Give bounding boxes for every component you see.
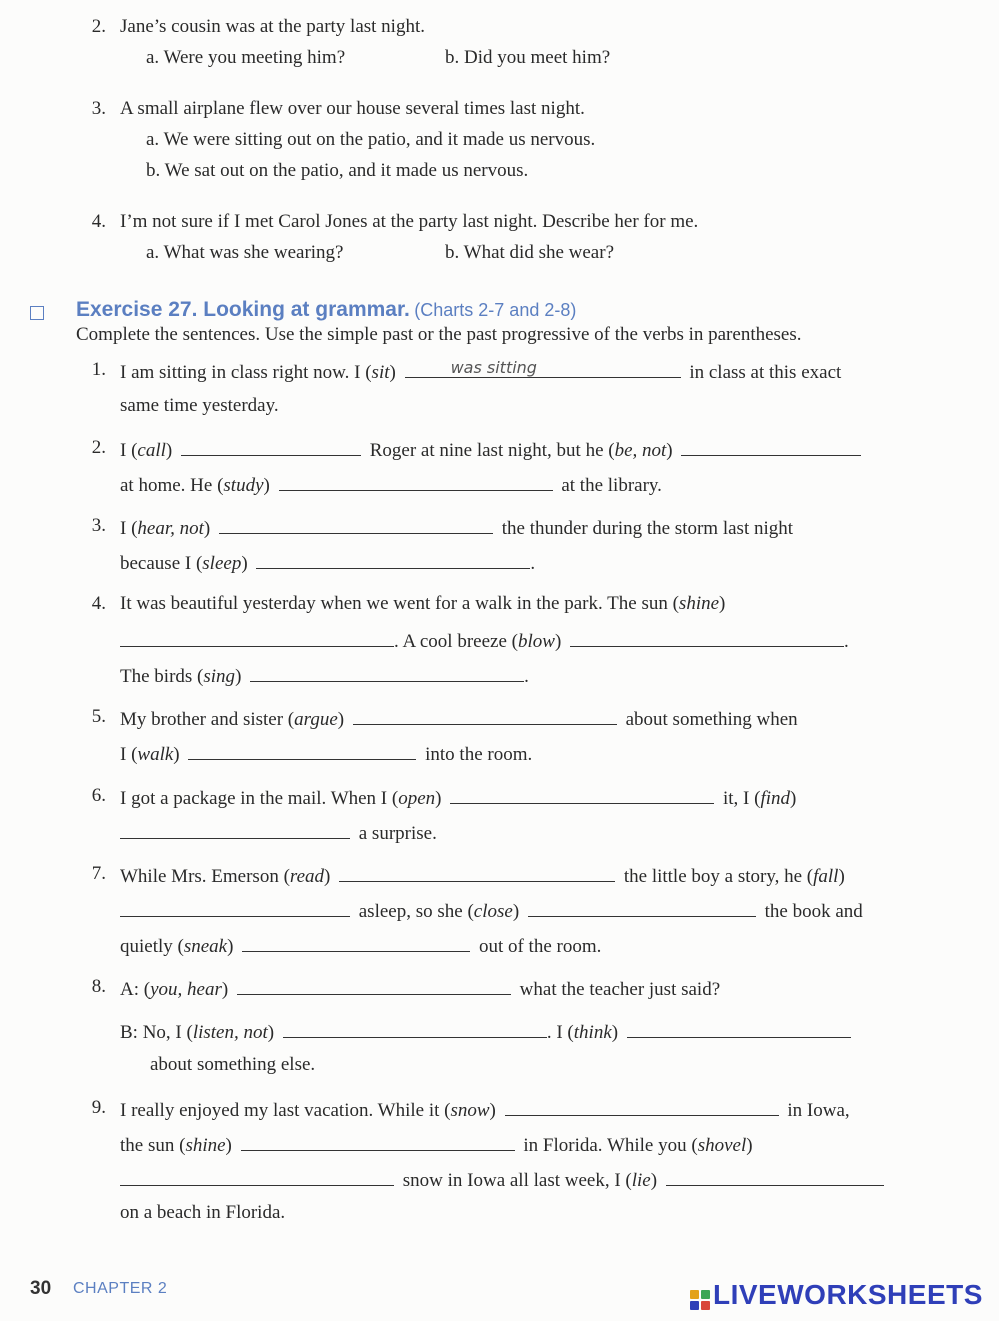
item-line: because I (sleep) . bbox=[120, 550, 535, 575]
answer-blank[interactable] bbox=[283, 1019, 547, 1038]
exercise-heading bbox=[76, 298, 576, 322]
item-number: 4. bbox=[91, 593, 106, 614]
item-line: My brother and sister (argue) about something when bbox=[120, 706, 798, 731]
answer-blank[interactable] bbox=[120, 820, 350, 839]
answer-blank[interactable] bbox=[570, 628, 844, 647]
item-line: I (call) Roger at nine last night, but he (be, not) bbox=[120, 437, 865, 462]
item-line: A: (you, hear) what the teacher just said? bbox=[120, 976, 720, 1001]
item-line: about something else. bbox=[150, 1054, 316, 1075]
item-number: 8. bbox=[91, 976, 106, 997]
item-line: same time yesterday. bbox=[120, 395, 279, 416]
answer-blank[interactable] bbox=[681, 437, 861, 456]
item-line: It was beautiful yesterday when we went for a walk in the park. The sun (shine) bbox=[120, 593, 726, 614]
page-number: 30 bbox=[30, 1278, 52, 1299]
answer-blank[interactable] bbox=[120, 628, 394, 647]
item-line: on a beach in Florida. bbox=[120, 1202, 286, 1223]
exercise-instructions: Complete the sentences. Use the simple past or the past progressive of the verbs in parentheses. bbox=[76, 324, 802, 345]
item-number: 3. bbox=[91, 98, 106, 119]
option-b[interactable]: b. What did she wear? bbox=[445, 242, 615, 263]
item-number: 2. bbox=[91, 16, 106, 37]
answer-example: was sitting bbox=[450, 358, 537, 377]
item-number: 5. bbox=[91, 706, 106, 727]
answer-blank[interactable] bbox=[528, 898, 756, 917]
answer-blank[interactable] bbox=[627, 1019, 851, 1038]
item-number: 6. bbox=[91, 785, 106, 806]
item-line: B: No, I (listen, not) . I (think) bbox=[120, 1019, 855, 1044]
item-line: I got a package in the mail. When I (open) it, I (find) bbox=[120, 785, 796, 810]
option-a[interactable]: a. What was she wearing? bbox=[146, 242, 344, 263]
exercise-title: Exercise 27. Looking at grammar. bbox=[76, 298, 410, 321]
checkbox-icon bbox=[30, 305, 44, 324]
item-line: I am sitting in class right now. I (sit) was sitting in class at this exact bbox=[120, 358, 842, 383]
item-line: at home. He (study) at the library. bbox=[120, 472, 662, 497]
answer-blank[interactable] bbox=[188, 741, 416, 760]
item-line: the sun (shine) in Florida. While you (shovel) bbox=[120, 1132, 753, 1157]
option-a[interactable]: a. We were sitting out on the patio, and it made us nervous. bbox=[146, 129, 596, 150]
item-line: . A cool breeze (blow) . bbox=[120, 628, 849, 653]
item-number: 9. bbox=[91, 1097, 106, 1118]
answer-blank[interactable] bbox=[666, 1167, 884, 1186]
answer-blank[interactable] bbox=[237, 976, 511, 995]
answer-blank[interactable] bbox=[256, 550, 530, 569]
question-text: I’m not sure if I met Carol Jones at the party last night. Describe her for me. bbox=[120, 211, 699, 232]
item-line: a surprise. bbox=[120, 820, 437, 845]
option-b[interactable]: b. Did you meet him? bbox=[445, 47, 611, 68]
item-line: asleep, so she (close) the book and bbox=[120, 898, 863, 923]
answer-blank[interactable] bbox=[450, 785, 714, 804]
item-line: I really enjoyed my last vacation. While it (snow) in Iowa, bbox=[120, 1097, 850, 1122]
item-number: 7. bbox=[91, 863, 106, 884]
option-a[interactable]: a. Were you meeting him? bbox=[146, 47, 346, 68]
question-text: A small airplane flew over our house several times last night. bbox=[120, 98, 585, 119]
item-line: snow in Iowa all last week, I (lie) bbox=[120, 1167, 888, 1192]
item-line: I (hear, not) the thunder during the storm last night bbox=[120, 515, 793, 540]
answer-blank[interactable] bbox=[120, 1167, 394, 1186]
answer-blank[interactable] bbox=[120, 898, 350, 917]
item-number: 1. bbox=[91, 359, 106, 380]
answer-blank[interactable] bbox=[250, 663, 524, 682]
item-number: 4. bbox=[91, 211, 106, 232]
exercise-charts: (Charts 2-7 and 2-8) bbox=[414, 300, 577, 320]
option-b[interactable]: b. We sat out on the patio, and it made us nervous. bbox=[146, 160, 529, 181]
item-line: I (walk) into the room. bbox=[120, 741, 532, 766]
answer-blank[interactable] bbox=[505, 1097, 779, 1116]
item-line: While Mrs. Emerson (read) the little boy a story, he (fall) bbox=[120, 863, 845, 888]
answer-blank[interactable] bbox=[279, 472, 553, 491]
answer-blank[interactable] bbox=[242, 933, 470, 952]
item-number: 2. bbox=[91, 437, 106, 458]
answer-blank[interactable] bbox=[241, 1132, 515, 1151]
answer-blank[interactable] bbox=[219, 515, 493, 534]
answer-blank[interactable] bbox=[405, 359, 681, 378]
answer-blank[interactable] bbox=[353, 706, 617, 725]
chapter-label: CHAPTER 2 bbox=[73, 1280, 168, 1297]
logo-text: LIVEWORKSHEETS bbox=[713, 1279, 983, 1310]
question-text: Jane’s cousin was at the party last night. bbox=[120, 16, 425, 37]
answer-blank[interactable] bbox=[181, 437, 361, 456]
logo-grid-icon bbox=[690, 1290, 710, 1310]
item-line: The birds (sing) . bbox=[120, 663, 529, 688]
answer-blank[interactable] bbox=[339, 863, 615, 882]
item-line: quietly (sneak) out of the room. bbox=[120, 933, 601, 958]
item-number: 3. bbox=[91, 515, 106, 536]
liveworksheets-logo[interactable] bbox=[690, 1279, 983, 1311]
